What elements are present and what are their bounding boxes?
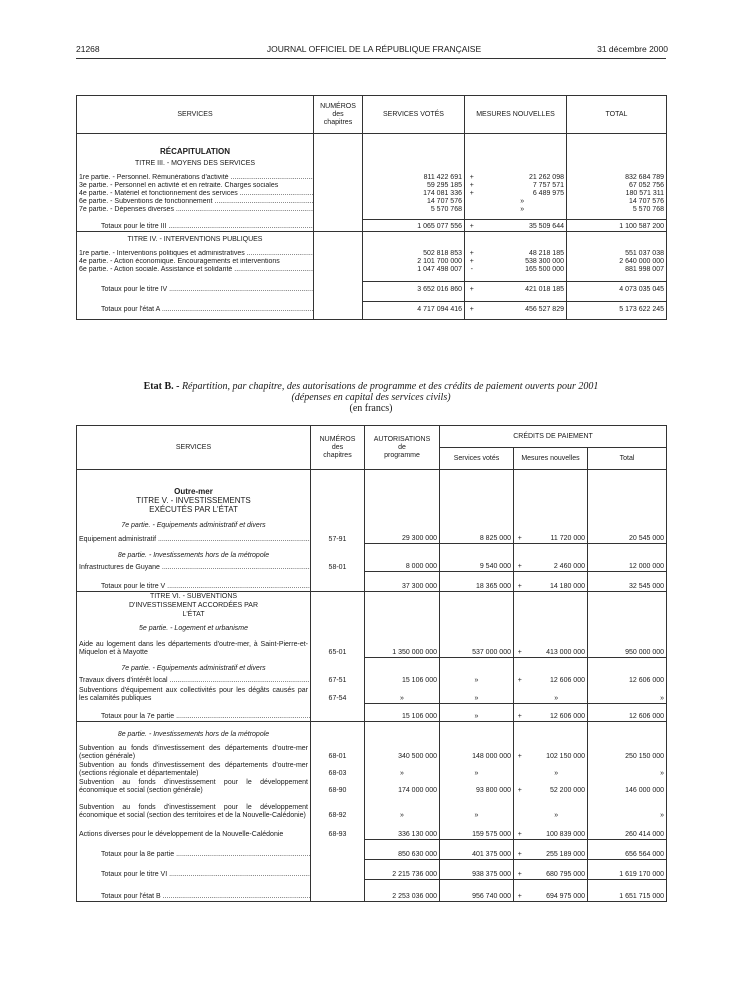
table-row: Subvention au fonds d'investissement des départements d'outre-mer (section générale) 68-01 340 500 000 148 000 000 + 102 150 000 250 150 000	[77, 739, 667, 761]
page-number: 21268	[76, 44, 100, 54]
partie-heading: 8e partie. - Investissements hors de la métropole	[117, 731, 270, 738]
header-rule	[76, 58, 666, 59]
table-row: 7e partie. - Dépenses diverses ..... 5 570 768 » 5 570 768	[77, 206, 667, 214]
table-row: Infrastructures de Guyane ..... 58-01 8 000 000 9 540 000 + 2 460 000 12 000 000	[77, 560, 667, 572]
etat-a-recap-table	[76, 95, 667, 320]
etat-b-title	[76, 381, 666, 414]
table-row: Subventions d'équipement aux collectivités pour les dégâts causés par les calamités publiques 67-54 » » » »	[77, 685, 667, 703]
col-services: SERVICES	[77, 426, 311, 470]
etat-b-table	[76, 425, 667, 902]
col-autorisations: AUTORISATIONS de programme	[365, 426, 440, 470]
partie-heading: 7e partie. - Equipements administratif et divers	[121, 521, 266, 529]
col-total: TOTAL	[567, 96, 667, 134]
table-row: Actions diverses pour le développement de la Nouvelle-Calédonie 68-93 336 130 000 159 575 000 + 100 839 000 260 414 000	[77, 820, 667, 839]
col-total: Total	[588, 448, 667, 470]
titre-heading: TITRE III. - MOYENS DES SERVICES	[134, 159, 256, 167]
table-row: Subvention au fonds d'investissement pour le développement économique et social (section générale) 68-90 174 000 000 93 800 000 + 52 200 000 146 000 000	[77, 778, 667, 795]
table-row: Equipement administratif ..... 57-91 29 300 000 8 825 000 + 11 720 000 20 545 000	[77, 530, 667, 544]
partie-heading: 5e partie. - Logement et urbanisme	[139, 625, 248, 632]
col-services-votes: SERVICES VOTÉS	[363, 96, 465, 134]
table-row: Travaux divers d'intérêt local ..... 67-51 15 106 000 » + 12 606 000 12 606 000	[77, 673, 667, 685]
col-services-votes: Services votés	[440, 448, 514, 470]
etat-b-unit: (en francs)	[349, 403, 393, 414]
table-row: 1re partie. - Personnel. Rémunérations d'activité ..... 811 422 691 + 21 262 098 832 684 789	[77, 174, 667, 182]
table-row: Subvention au fonds d'investissement des départements d'outre-mer (sections régionale et départementale) 68-03 » » » »	[77, 761, 667, 778]
col-numeros: NUMÉROS des chapitres	[314, 96, 363, 134]
partie-heading: 7e partie. - Equipements administratif et divers	[121, 665, 266, 672]
total-row: Totaux pour la 7e partie ..... 15 106 000 » + 12 606 000 12 606 000	[77, 703, 667, 721]
total-row: Totaux pour la 8e partie ..... 850 630 000 401 375 000 + 255 189 000 656 564 000	[77, 839, 667, 859]
total-row: Totaux pour le titre V ..... 37 300 000 18 365 000 + 14 180 000 32 545 000	[77, 572, 667, 592]
journal-title: JOURNAL OFFICIEL DE LA RÉPUBLIQUE FRANÇAISE	[266, 44, 482, 54]
ministry-heading: Outre-mer	[174, 486, 213, 496]
table-row: 1re partie. - Interventions politiques et administratives ..... 502 818 853 + 48 218 185 551 037 038	[77, 250, 667, 258]
total-row: Totaux pour l'état A ..... 4 717 094 416 + 456 527 829 5 173 622 245	[77, 302, 667, 314]
total-row: Totaux pour l'état B ..... 2 253 036 000 956 740 000 + 694 975 000 1 651 715 000	[77, 879, 667, 901]
total-row: Totaux pour le titre VI ..... 2 215 736 000 938 375 000 + 680 795 000 1 619 170 000	[77, 859, 667, 879]
recap-title: RÉCAPITULATION	[159, 146, 231, 156]
etat-b-subdesc: (dépenses en capital des services civils)	[291, 392, 451, 403]
col-mesures-nouvelles: MESURES NOUVELLES	[465, 96, 567, 134]
col-mesures-nouvelles: Mesures nouvelles	[514, 448, 588, 470]
titre-heading: TITRE V. - INVESTISSEMENTS EXÉCUTÉS PAR L'ÉTAT	[136, 495, 251, 514]
partie-heading: 8e partie. - Investissements hors de la métropole	[117, 551, 270, 559]
issue-date: 31 décembre 2000	[597, 44, 668, 54]
col-numeros: NUMÉROS des chapitres	[311, 426, 365, 470]
table-row: 6e partie. - Subventions de fonctionnement ..... 14 707 576 » 14 707 576	[77, 198, 667, 206]
table-row: Subvention au fonds d'investissement pour le développement économique et social (section des territoires et de la Nouvelle-Calédonie) 68-92 » » » »	[77, 795, 667, 820]
table-row: 4e partie. - Action économique. Encouragements et interventions 2 101 700 000 + 538 300 000 2 640 000 000	[77, 258, 667, 266]
total-row: Totaux pour le titre IV ..... 3 652 016 860 + 421 018 185 4 073 035 045	[77, 282, 667, 294]
table-row: 3e partie. - Personnel en activité et en retraite. Charges sociales 59 295 185 + 7 757 571 67 052 756	[77, 182, 667, 190]
titre-heading: TITRE IV. - INTERVENTIONS PUBLIQUES	[127, 235, 263, 243]
titre-heading: TITRE VI. - SUBVENTIONS D'INVESTISSEMENT ACCORDÉES PAR L'ÉTAT	[128, 593, 259, 618]
total-row: Totaux pour le titre III ..... 1 065 077 556 + 35 509 644 1 100 587 200	[77, 220, 667, 232]
table-row: 4e partie. - Matériel et fonctionnement des services ..... 174 081 336 + 6 489 975 180 571 311	[77, 190, 667, 198]
table-row: Aide au logement dans les départements d'outre-mer, à Saint-Pierre-et-Miquelon et à Mayotte 65-01 1 350 000 000 537 000 000 + 413 000 000 950 000 000	[77, 633, 667, 657]
etat-b-desc: Répartition, par chapitre, des autorisations de programme et des crédits de paiement ouverts pour 2001	[181, 381, 599, 392]
col-credits-paiement: CRÉDITS DE PAIEMENT	[440, 426, 667, 448]
table-row: 6e partie. - Action sociale. Assistance et solidarité ..... 1 047 498 007 - 165 500 000 881 998 007	[77, 266, 667, 274]
col-services: SERVICES	[77, 96, 314, 134]
etat-b-label: Etat B. -	[143, 381, 180, 392]
